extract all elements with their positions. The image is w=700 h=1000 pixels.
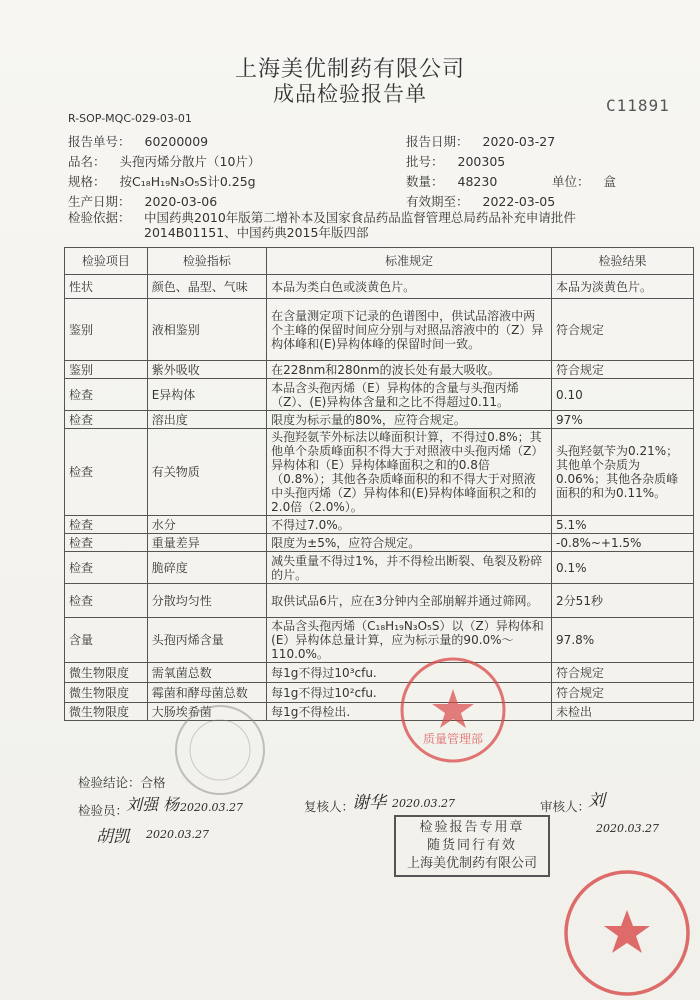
report-date-label: 报告日期： xyxy=(406,134,469,149)
report-date-value: 2020-03-27 xyxy=(482,134,556,149)
quantity-field xyxy=(406,172,497,190)
table-row xyxy=(65,411,694,429)
row-index: 大肠埃希菌 xyxy=(147,703,266,721)
approver-field xyxy=(540,797,590,815)
row-index: 分散均匀性 xyxy=(147,584,266,618)
inspector-date: 2020.03.27 xyxy=(180,801,243,814)
row-standard: 每1g不得过10³cfu. xyxy=(267,663,552,683)
row-index: 霉菌和酵母菌总数 xyxy=(147,683,266,703)
manufacture-date-value: 2020-03-06 xyxy=(144,194,218,209)
header-standard: 标准规定 xyxy=(267,248,552,275)
row-item: 检查 xyxy=(65,429,148,516)
inspector-label: 检验员： xyxy=(78,803,129,818)
row-result: 0.10 xyxy=(552,379,694,411)
unit-value: 盒 xyxy=(603,174,617,189)
table-row xyxy=(65,584,694,618)
seal-line-3: 上海美优制药有限公司 xyxy=(406,856,537,871)
approver-signature: 刘 xyxy=(588,791,605,811)
report-date-field xyxy=(406,132,555,150)
row-result: 97.8% xyxy=(552,618,694,663)
table-row xyxy=(65,663,694,683)
basis-label: 检验依据： xyxy=(68,210,131,225)
row-standard: 限度为±5%，应符合规定。 xyxy=(267,534,552,552)
report-number-label: 报告单号： xyxy=(68,134,131,149)
row-item: 检查 xyxy=(65,534,148,552)
product-field xyxy=(68,152,260,170)
report-number-field xyxy=(68,132,208,150)
row-item: 鉴别 xyxy=(65,299,148,361)
row-standard: 本品含头孢丙烯（C₁₈H₁₉N₃O₅S）以（Z）异构体和(E）异构体总量计算，应为标示量的90.0%～110.0%。 xyxy=(267,618,552,663)
document-title: 成品检验报告单 xyxy=(273,82,427,106)
table-row xyxy=(65,534,694,552)
unit-field xyxy=(552,172,616,190)
results-table xyxy=(64,247,694,721)
row-standard: 不得过7.0%。 xyxy=(267,516,552,534)
row-result: 符合规定 xyxy=(552,361,694,379)
row-result: 97% xyxy=(552,411,694,429)
company-name: 上海美优制药有限公司 xyxy=(234,57,465,82)
seal-line-1: 检验报告专用章 xyxy=(419,820,525,835)
quantity-value: 48230 xyxy=(457,174,498,189)
manufacture-date-label: 生产日期： xyxy=(68,194,131,209)
product-label: 品名： xyxy=(68,154,106,169)
row-index: 有关物质 xyxy=(147,429,266,516)
row-result: 符合规定 xyxy=(552,663,694,683)
inspector-signature-2: 胡凯 xyxy=(96,827,130,847)
expiry-label: 有效期至： xyxy=(406,194,469,209)
quantity-label: 数量： xyxy=(406,174,444,189)
inspector-signature: 刘强 杨 xyxy=(126,795,180,814)
approver-label: 审核人： xyxy=(540,799,591,814)
row-item: 性状 xyxy=(65,275,148,299)
row-standard: 本品为类白色或淡黄色片。 xyxy=(267,275,552,299)
row-result: 5.1% xyxy=(552,516,694,534)
conclusion-value: 合格 xyxy=(140,775,166,790)
row-index: 头孢丙烯含量 xyxy=(147,618,266,663)
batch-value: 200305 xyxy=(457,154,506,169)
document-code: R-SOP-MQC-029-03-01 xyxy=(68,112,192,125)
spec-label: 规格： xyxy=(68,174,106,189)
conclusion-label: 检验结论： xyxy=(78,775,141,790)
header-result: 检验结果 xyxy=(552,248,694,275)
row-index: 颜色、晶型、气味 xyxy=(147,275,266,299)
row-result: 头孢羟氨苄为0.21%；其他单个杂质为0.06%；其他各杂质峰面积的和为0.11%。 xyxy=(552,429,694,516)
row-standard: 每1g不得过10²cfu. xyxy=(267,683,552,703)
row-item: 检查 xyxy=(65,379,148,411)
unit-label: 单位： xyxy=(552,174,590,189)
batch-label: 批号： xyxy=(406,154,444,169)
reviewer-label: 复核人： xyxy=(304,799,355,814)
reviewer-signature: 谢华 xyxy=(352,793,386,813)
batch-field xyxy=(406,152,505,170)
header-item: 检验项目 xyxy=(65,248,148,275)
spec-value: 按C₁₈H₁₉N₃O₅S计0.25g xyxy=(119,174,256,189)
expiry-field xyxy=(406,192,555,210)
report-number-value: 60200009 xyxy=(144,134,209,149)
row-result: 符合规定 xyxy=(552,683,694,703)
row-standard: 在含量测定项下记录的色谱图中，供试品溶液中两个主峰的保留时间应分别与对照品溶液中的（Z）异构体峰和(E)异构体峰的保留时间一致。 xyxy=(267,299,552,361)
reviewer-date: 2020.03.27 xyxy=(392,797,455,810)
row-item: 微生物限度 xyxy=(65,663,148,683)
table-row xyxy=(65,379,694,411)
row-item: 检查 xyxy=(65,411,148,429)
expiry-value: 2022-03-05 xyxy=(482,194,556,209)
basis-line-1: 中国药典2010年版第二增补本及国家食品药品监督管理总局药品补充申请批件 xyxy=(144,210,576,225)
reviewer-field xyxy=(304,797,354,815)
row-item: 含量 xyxy=(65,618,148,663)
inspector-date-2: 2020.03.27 xyxy=(146,828,209,841)
row-standard: 本品含头孢丙烯（E）异构体的含量与头孢丙烯（Z）、(E)异构体含量和之比不得超过0.11。 xyxy=(267,379,552,411)
table-header-row xyxy=(65,248,694,275)
table-row xyxy=(65,275,694,299)
row-result: 符合规定 xyxy=(552,299,694,361)
row-item: 微生物限度 xyxy=(65,703,148,721)
approver-date: 2020.03.27 xyxy=(596,822,659,835)
row-item: 鉴别 xyxy=(65,361,148,379)
row-index: 液相鉴别 xyxy=(147,299,266,361)
row-result: 未检出 xyxy=(552,703,694,721)
header-index: 检验指标 xyxy=(147,248,266,275)
row-result: -0.8%~+1.5% xyxy=(552,534,694,552)
basis-line-2: 2014B01151、中国药典2015年版四部 xyxy=(144,225,369,240)
table-row xyxy=(65,429,694,516)
row-index: 脆碎度 xyxy=(147,552,266,584)
inspection-basis xyxy=(68,210,668,240)
row-index: E异构体 xyxy=(147,379,266,411)
row-standard: 减失重量不得过1%，并不得检出断裂、龟裂及粉碎的片。 xyxy=(267,552,552,584)
manufacture-date-field xyxy=(68,192,217,210)
row-standard: 取供试品6片，应在3分钟内全部崩解并通过筛网。 xyxy=(267,584,552,618)
table-row xyxy=(65,299,694,361)
report-seal-box xyxy=(394,815,550,877)
row-item: 微生物限度 xyxy=(65,683,148,703)
table-row xyxy=(65,552,694,584)
svg-text:质量管理部: 质量管理部 xyxy=(422,732,484,746)
spec-field xyxy=(68,172,256,190)
row-standard: 限度为标示量的80%，应符合规定。 xyxy=(267,411,552,429)
row-standard: 在228nm和280nm的波长处有最大吸收。 xyxy=(267,361,552,379)
serial-stamp-number: C11891 xyxy=(606,96,670,115)
row-index: 溶出度 xyxy=(147,411,266,429)
table-row xyxy=(65,703,694,721)
row-standard: 头孢羟氨苄外标法以峰面积计算，不得过0.8%；其他单个杂质峰面积不得大于对照液中头孢丙烯（Z）异构体和（E）异构体峰面积之和的0.8倍（0.8%）；其他各杂质峰面积的和不得大于对照液中头孢丙烯（Z）异构体和(E)异构体峰面积之和的2.0倍（2.0%）。 xyxy=(267,429,552,516)
conclusion-field xyxy=(78,773,166,791)
row-item: 检查 xyxy=(65,584,148,618)
row-index: 紫外吸收 xyxy=(147,361,266,379)
table-row xyxy=(65,618,694,663)
seal-line-2: 随货同行有效 xyxy=(426,838,517,853)
table-row xyxy=(65,516,694,534)
table-row xyxy=(65,683,694,703)
row-result: 2分51秒 xyxy=(552,584,694,618)
row-index: 需氧菌总数 xyxy=(147,663,266,683)
table-row xyxy=(65,361,694,379)
row-item: 检查 xyxy=(65,552,148,584)
row-item: 检查 xyxy=(65,516,148,534)
row-result: 本品为淡黄色片。 xyxy=(552,275,694,299)
row-standard: 每1g不得检出. xyxy=(267,703,552,721)
row-index: 重量差异 xyxy=(147,534,266,552)
row-index: 水分 xyxy=(147,516,266,534)
product-value: 头孢丙烯分散片（10片） xyxy=(119,154,261,169)
inspector-field xyxy=(78,801,128,819)
row-result: 0.1% xyxy=(552,552,694,584)
